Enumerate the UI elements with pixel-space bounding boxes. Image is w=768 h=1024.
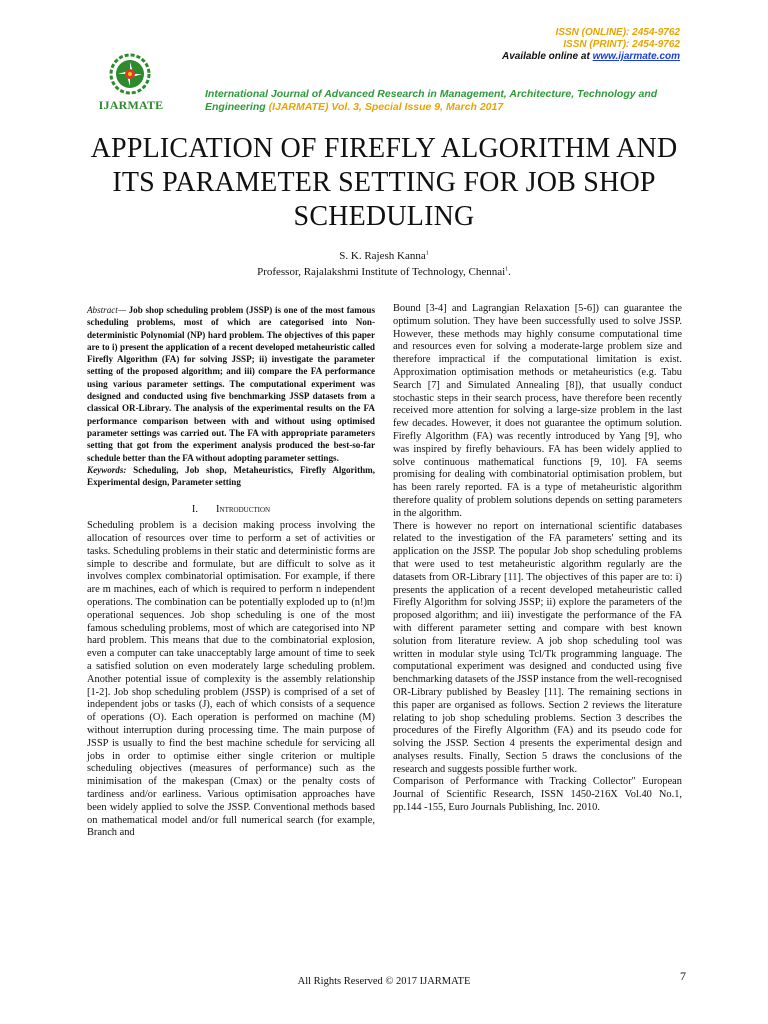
journal-acronym: (IJARMATE) bbox=[268, 101, 329, 113]
introduction-paragraph: Scheduling problem is a decision making process involving the allocation of resources over time to perform a set of activities or tasks. Scheduling problems in their static and deterministic forms are simple to describe and formulate, but are difficult to solve as it involves complex combinatorial optimisation. For example, if there are m machines, each of which is required to perform n independent operations. The combination can be potentially exploded up to (n!)m operational sequences. Job shop scheduling is one of the most famous scheduling problems, most of which are categorised into NP hard problem. This means that due to the combinatorial explosion, even a computer can take unacceptably large amount of time to seek a satisfied solution on even moderately large scheduling problem. Another potential issue of complexity is the assembly relationship [1-2]. Job shop scheduling problem (JSSP) is comprised of a set of independent jobs or tasks (J), each of which consists of a sequence of operations (O). Each operation is performed on machine (M) without interruption during processing time. The main purpose of JSSP is usually to find the best machine schedule for servicing all jobs in order to optimise either single criterion or multiple scheduling objectives (measures of performance) such as the minimisation of the makespan (Cmax) or the penalty costs of tardiness and/or earliness. Various optimisation approaches have been widely applied to solve the JSSP. Conventional methods based on mathematical model and/or full numerical search (for example, Branch and bbox=[87, 520, 375, 839]
author-superscript: 1 bbox=[425, 250, 429, 257]
paper-title: APPLICATION OF FIREFLY ALGORITHM AND ITS PARAMETER SETTING FOR JOB SHOP SCHEDULING bbox=[90, 133, 678, 232]
right-paragraph-1: Bound [3-4] and Lagrangian Relaxation [5-6]) can guarantee the optimum solution. They have been successfully used to solve JSSP. However, these methods may highly consume computational time and resources even for solving a moderate-large problem size and therefore impractical if the computational limitation is exist. Approximation optimisation methods or metaheuristics (e.g. Tabu Search [7] and Simulated Annealing [8]), that usually conduct stochastic steps in their search process, have therefore been recently received more attention for solving a large-size problem in the last few decades. However, it does not guarantee the optimum solution. Firefly Algorithm (FA) was recently introduced by Yang [9], who was inspired by firefly behaviours. FA has been widely applied to solve continuous mathematical functions [9, 10]. FA seems promising for dealing with combinatorial optimisation problem, but has been rarely reported. FA is a type of metaheuristic algorithm therefore quality of problem solutions depends on setting parameters in the algorithm. bbox=[393, 303, 682, 519]
journal-line-1: International Journal of Advanced Research in Management, Architecture, Technology and bbox=[205, 88, 658, 100]
author-name: S. K. Rajesh Kanna bbox=[339, 250, 426, 262]
left-column bbox=[87, 304, 375, 840]
right-paragraph-2: There is however no report on international scientific databases related to the investigation of the FA parameters' setting and its application on the JSSP. The popular Job shop scheduling problems that were used to test metaheuristic algorithm regularly are the datasets from OR-Library [11]. The objectives of this paper are to: i) presents the application of a recent developed metaheuristic called Firefly Algorithm for solving JSSP; ii) explore the parameters of the proposed algorithm; and iii) investigate the performance of the FA with different parameter setting and compare with best known solution from literature review. A job shop scheduling tool was written in modular style using Tcl/Tk programming language. The computational experiment was designed and conducted using five benchmarking datasets of the JSSP instance from the well-recognised OR-Library published by Beasley [11]. The remaining sections in this paper are organised as follows. Section 2 reviews the literature relating to job shop scheduling problems. Section 3 describes the procedures of the Firefly Algorithm (FA) and its pseudo code for solving the JSSP. Section 4 presents the experimental design and analyses results. Finally, Section 5 draws the conclusions of the research and suggests possible further work. bbox=[393, 520, 682, 775]
right-paragraph-3: Comparison of Performance with Tracking Collector" European Journal of Scientific Research, ISSN 1450-216X Vol.40 No.1, pp.144 -155, Euro Journals Publishing, Inc. 2010. bbox=[393, 776, 682, 814]
abstract bbox=[87, 304, 375, 464]
section-heading-introduction bbox=[87, 504, 375, 517]
available-online bbox=[502, 51, 680, 63]
affiliation-end: . bbox=[508, 266, 511, 278]
affiliation bbox=[0, 266, 768, 278]
journal-name bbox=[205, 88, 685, 114]
affiliation-text: Professor, Rajalakshmi Institute of Technology, Chennai bbox=[257, 266, 506, 278]
page-number: 7 bbox=[680, 969, 686, 983]
section-number: I. bbox=[191, 504, 199, 516]
keywords bbox=[87, 464, 375, 489]
journal-header-right bbox=[502, 27, 680, 63]
available-prefix: Available online at bbox=[501, 51, 593, 62]
logo-text: IJARMATE bbox=[98, 98, 164, 112]
affiliation-superscript: 1 bbox=[505, 266, 509, 273]
author bbox=[0, 250, 768, 262]
keywords-label: Keywords: bbox=[87, 464, 127, 475]
issn-print: ISSN (PRINT): 2454-9762 bbox=[563, 39, 680, 50]
footer-copyright: All Rights Reserved © 2017 IJARMATE bbox=[297, 976, 471, 987]
issn-online: ISSN (ONLINE): 2454-9762 bbox=[555, 27, 680, 38]
keywords-text: Scheduling, Job shop, Metaheuristics, Firefly Algorithm, Experimental design, Parameter setting bbox=[87, 464, 375, 488]
abstract-label: Abstract— bbox=[87, 305, 126, 315]
journal-line-2 bbox=[205, 101, 685, 114]
section-title: Introduction bbox=[216, 504, 271, 516]
abstract-text: Job shop scheduling problem (JSSP) is one of the most famous scheduling problems, most of which are categorised into Non-deterministic Polynomial (NP) hard problem. The objectives of this paper are to i) present the application of a recent developed metaheuristic called Firefly Algorithm (FA) for solving JSSP; ii) investigate the parameter setting of the proposed algorithm; and iii) compare the FA performance using various parameter settings. The computational experiment was designed and conducted using five benchmarking JSSP datasets from a classical OR-Library. The analysis of the experimental results on the FA performance comparison between with and without using optimised parameter settings was carried out. The FA with appropriate parameters setting that got from the experiment analysis produced the best-so-far schedule better than the FA without adopting parameter settings. bbox=[87, 305, 375, 463]
journal-volume: Vol. 3, Special Issue 9, March 2017 bbox=[328, 101, 504, 113]
journal-line-2-text: Engineering bbox=[205, 101, 269, 113]
journal-website-link[interactable]: www.ijarmate.com bbox=[592, 51, 680, 62]
right-column bbox=[393, 303, 682, 815]
